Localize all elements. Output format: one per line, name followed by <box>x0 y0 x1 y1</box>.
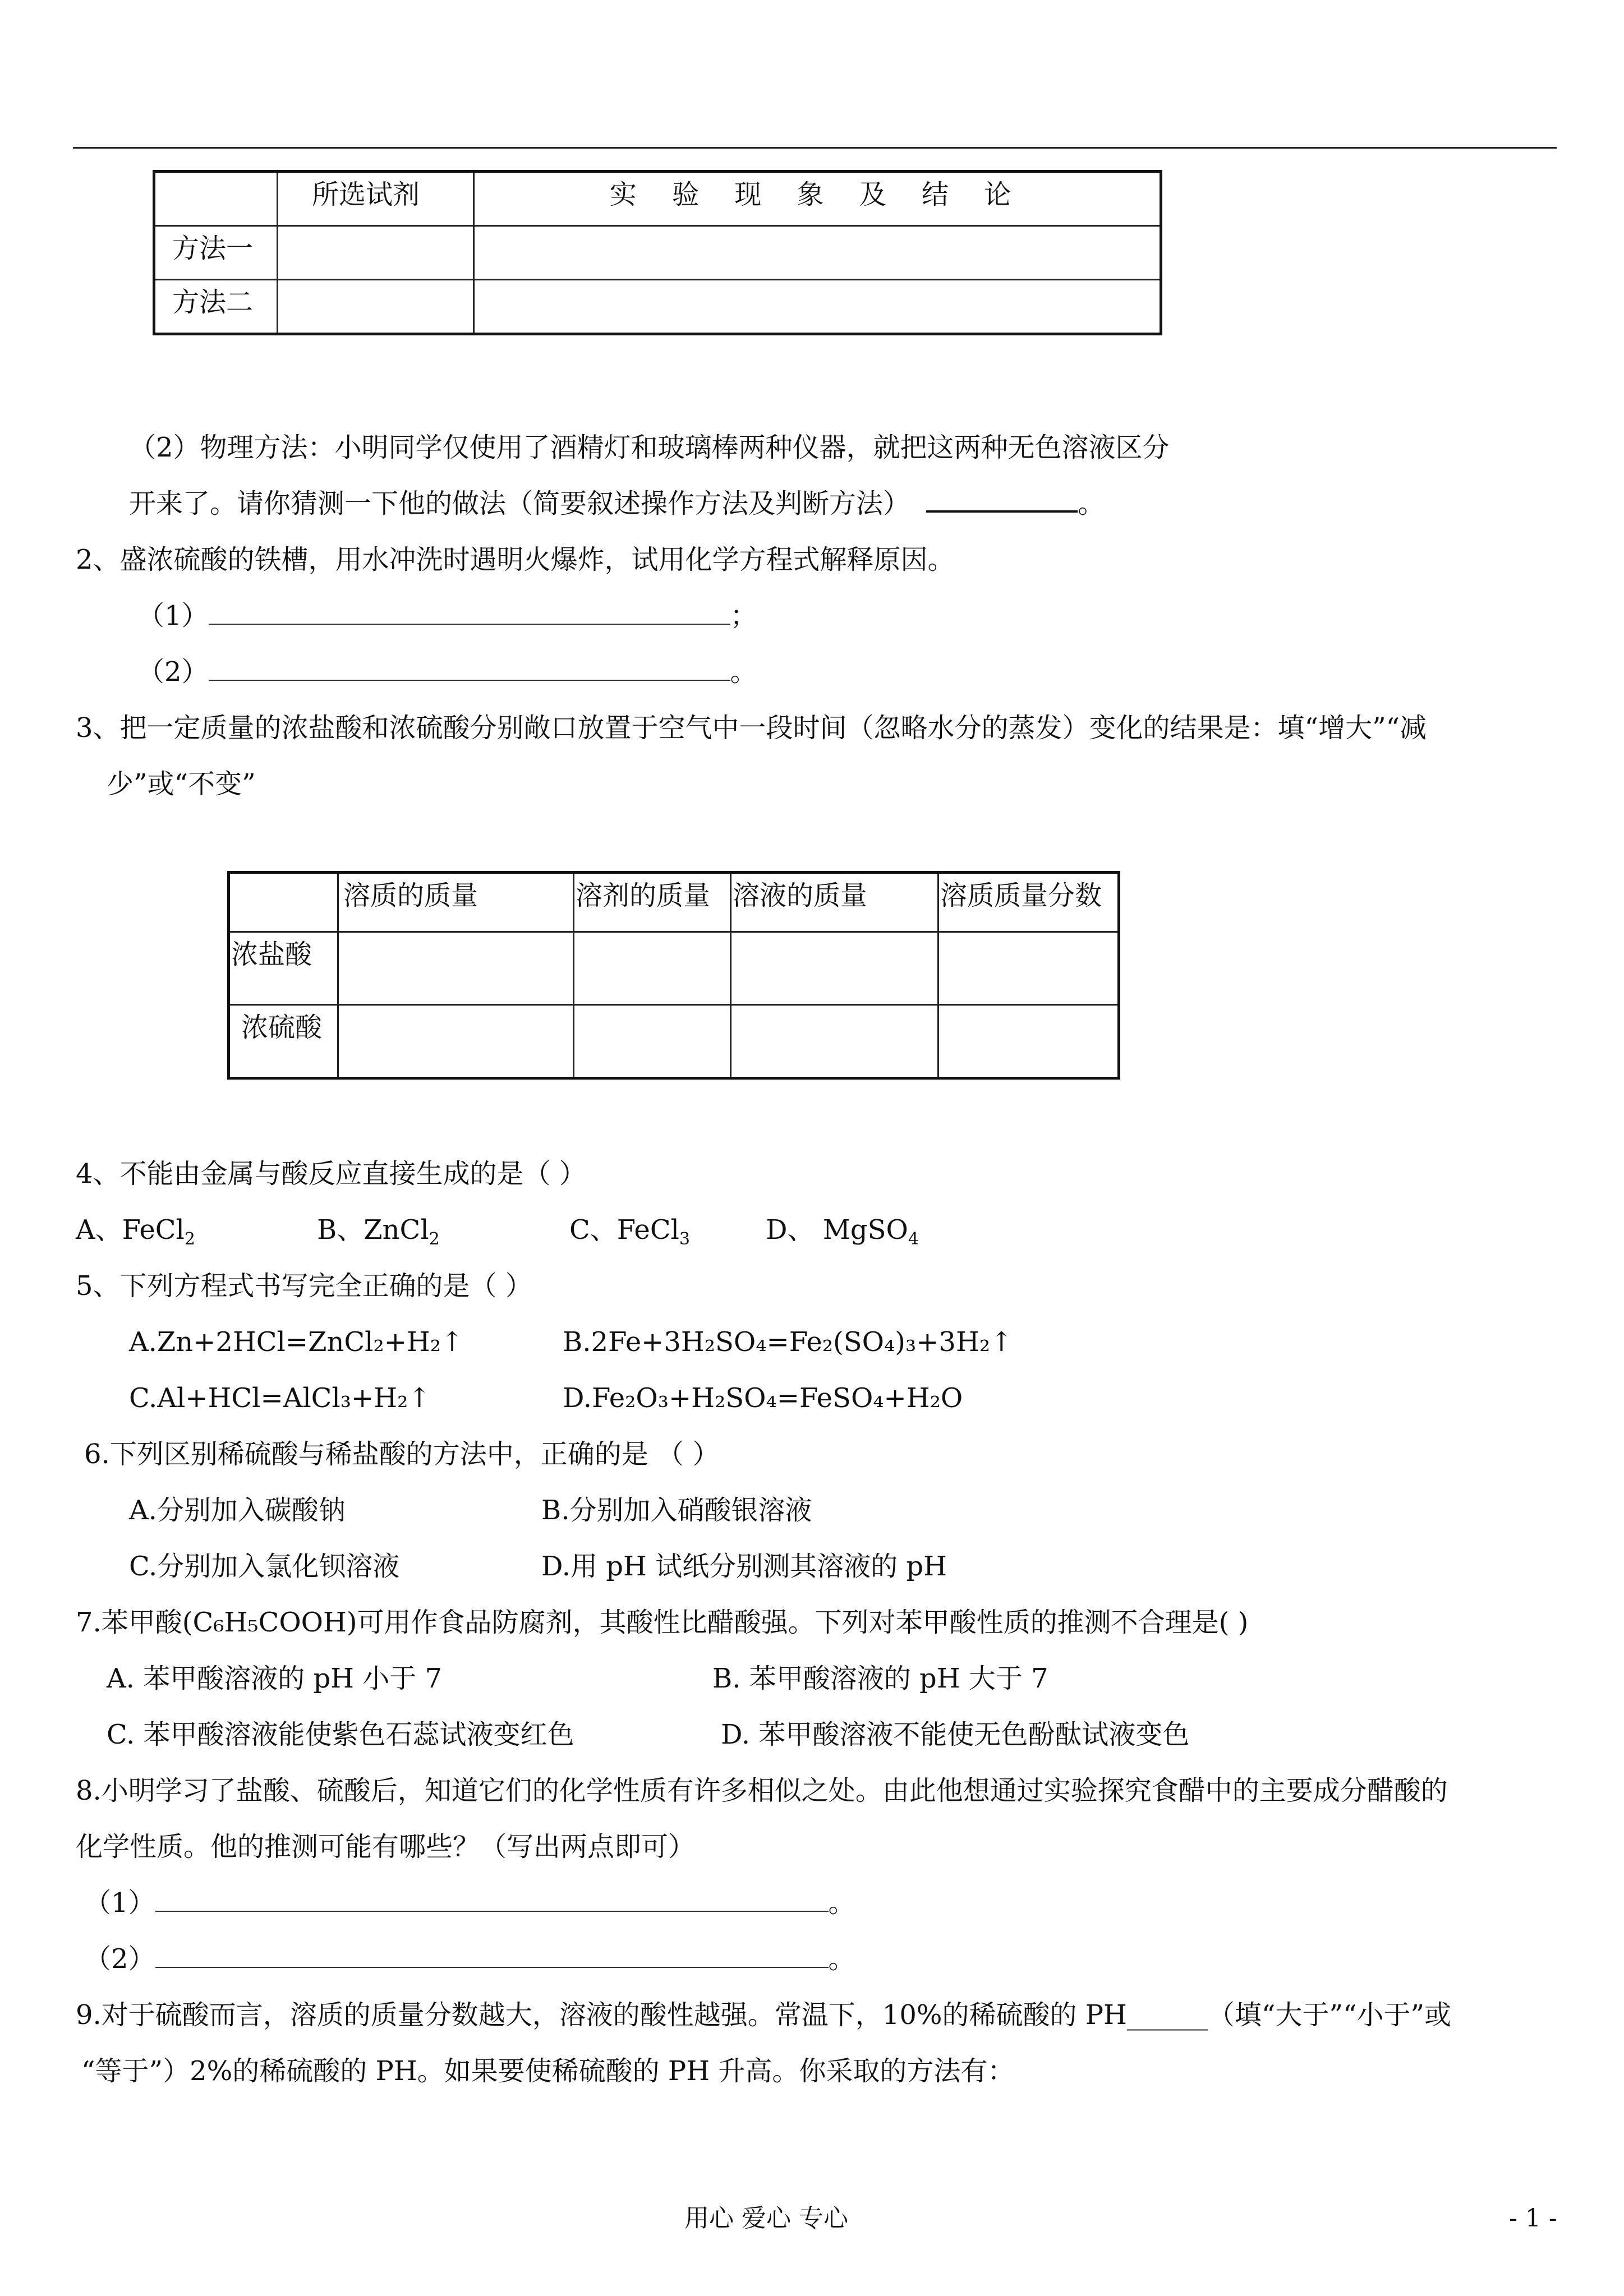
q8-a1-end: 。 <box>828 1887 855 1919</box>
q2-answer-1 <box>137 600 757 633</box>
answer-blank[interactable] <box>209 657 730 681</box>
q8-line1: 8.小明学习了盐酸、硫酸后，知道它们的化学性质有许多相似之处。由此他想通过实验探究食醋中的主要成分醋酸的 <box>76 1775 1448 1806</box>
q6-option-d: D.用 pH 试纸分别测其溶液的 pH <box>541 1551 947 1582</box>
table-cell <box>731 1005 938 1078</box>
q2-a1-label: （1） <box>137 600 209 631</box>
q9-line2: “等于”）2%的稀硫酸的 PH。如果要使稀硫酸的 PH 升高。你采取的方法有： <box>81 2055 1015 2087</box>
table-header-result: 实 验 现 象 及 结 论 <box>474 172 1161 226</box>
q4-c-text: C、FeCl <box>569 1214 679 1246</box>
q6-option-c: C.分别加入氯化钡溶液 <box>129 1551 400 1582</box>
answer-blank[interactable] <box>209 601 730 625</box>
table-header: 溶质的质量 <box>338 873 574 932</box>
q8-line2: 化学性质。他的推测可能有哪些？（写出两点即可） <box>76 1831 696 1862</box>
table-cell <box>474 280 1161 334</box>
acid-change-table <box>227 871 1120 1080</box>
q2-a2-label: （2） <box>137 656 209 688</box>
row-label: 浓硫酸 <box>229 1005 338 1078</box>
q5-option-c: C.Al+HCl=AlCl₃+H₂↑ <box>129 1382 431 1414</box>
q2-answer-2 <box>137 656 757 689</box>
table-row <box>154 280 1161 334</box>
q2-stem: 2、盛浓硫酸的铁槽，用水冲洗时遇明火爆炸，试用化学方程式解释原因。 <box>76 544 955 575</box>
q1-2-end: 。 <box>1078 488 1105 519</box>
q4-b-text: B、ZnCl <box>317 1214 429 1246</box>
q4-option-b: B、ZnCl$_2$ <box>317 1214 440 1249</box>
table-header: 溶剂的质量 <box>574 873 731 932</box>
q6-option-a: A.分别加入碳酸钠 <box>129 1495 346 1526</box>
table-cell <box>338 932 574 1005</box>
table-cell <box>278 280 474 334</box>
row-label: 方法一 <box>154 226 278 280</box>
q4-a-text: A、FeCl <box>76 1214 185 1246</box>
q9-line1: 9.对于硫酸而言，溶质的质量分数越大，溶液的酸性越强。常温下，10%的稀硫酸的 PH______（填“大于”“小于”或 <box>76 1999 1452 2031</box>
q5-stem: 5、下列方程式书写完全正确的是（ ） <box>76 1270 532 1302</box>
q4-option-c: C、FeCl$_3$ <box>569 1214 690 1249</box>
table-row <box>154 172 1161 226</box>
page-number: - 1 - <box>1509 2204 1557 2233</box>
methods-table <box>153 170 1162 335</box>
q1-2-line2-text: 开来了。请你猜测一下他的做法（简要叙述操作方法及判断方法） <box>129 488 910 519</box>
q5-option-b: B.2Fe+3H₂SO₄=Fe₂(SO₄)₃+3H₂↑ <box>563 1326 1013 1358</box>
q2-a1-end: ； <box>730 600 757 631</box>
q4-stem: 4、不能由金属与酸反应直接生成的是（ ） <box>76 1158 586 1190</box>
footer-motto: 用心 爱心 专心 <box>684 2204 848 2233</box>
table-cell <box>474 226 1161 280</box>
table-cell <box>731 932 938 1005</box>
answer-blank[interactable] <box>155 1888 829 1912</box>
table-row <box>229 1005 1119 1078</box>
q1-2-line2 <box>129 488 1105 520</box>
table-cell <box>938 1005 1119 1078</box>
q8-answer-1 <box>84 1887 855 1920</box>
table-header: 溶液的质量 <box>731 873 938 932</box>
q6-option-b: B.分别加入硝酸银溶液 <box>541 1495 812 1526</box>
q1-2-line1: （2）物理方法：小明同学仅使用了酒精灯和玻璃棒两种仪器，就把这两种无色溶液区分 <box>129 432 1170 463</box>
q5-option-d: D.Fe₂O₃+H₂SO₄=FeSO₄+H₂O <box>563 1382 963 1414</box>
q8-answer-2 <box>84 1943 855 1976</box>
q4-d-text: D、 MgSO <box>766 1214 908 1246</box>
table-cell <box>278 226 474 280</box>
table-row <box>229 873 1119 932</box>
table-cell <box>338 1005 574 1078</box>
q7-option-c: C. 苯甲酸溶液能使紫色石蕊试液变红色 <box>107 1719 574 1750</box>
table-row <box>154 226 1161 280</box>
answer-blank[interactable] <box>926 488 1078 513</box>
q7-stem: 7.苯甲酸(C₆H₅COOH)可用作食品防腐剂，其酸性比醋酸强。下列对苯甲酸性质的推测不合理是( ) <box>76 1607 1249 1638</box>
q8-a2-end: 。 <box>828 1943 855 1975</box>
q5-option-a: A.Zn+2HCl=ZnCl₂+H₂↑ <box>129 1326 464 1358</box>
q7-option-a: A. 苯甲酸溶液的 pH 小于 7 <box>107 1663 443 1694</box>
row-label: 方法二 <box>154 280 278 334</box>
header-rule <box>73 147 1557 149</box>
q4-option-d: D、 MgSO$_4$ <box>766 1214 919 1249</box>
q6-stem: 6.下列区别稀硫酸与稀盐酸的方法中，正确的是 （ ） <box>84 1439 720 1470</box>
q8-a2-label: （2） <box>84 1943 155 1975</box>
table-cell <box>154 172 278 226</box>
table-cell <box>938 932 1119 1005</box>
q4-option-a: A、FeCl$_2$ <box>76 1214 195 1249</box>
row-label: 浓盐酸 <box>229 932 338 1005</box>
table-cell <box>574 1005 731 1078</box>
table-header: 溶质质量分数 <box>938 873 1119 932</box>
q7-option-d: D. 苯甲酸溶液不能使无色酚酞试液变色 <box>721 1719 1190 1750</box>
q2-a2-end: 。 <box>730 656 757 688</box>
table-cell <box>229 873 338 932</box>
q8-a1-label: （1） <box>84 1887 155 1919</box>
q3-line1: 3、把一定质量的浓盐酸和浓硫酸分别敞口放置于空气中一段时间（忽略水分的蒸发）变化的结果是：填“增大”“减 <box>76 712 1427 744</box>
q3-line2: 少”或“不变” <box>107 768 256 800</box>
table-header-reagent: 所选试剂 <box>278 172 474 226</box>
table-cell <box>574 932 731 1005</box>
table-row <box>229 932 1119 1005</box>
answer-blank[interactable] <box>155 1944 829 1968</box>
q7-option-b: B. 苯甲酸溶液的 pH 大于 7 <box>712 1663 1048 1694</box>
